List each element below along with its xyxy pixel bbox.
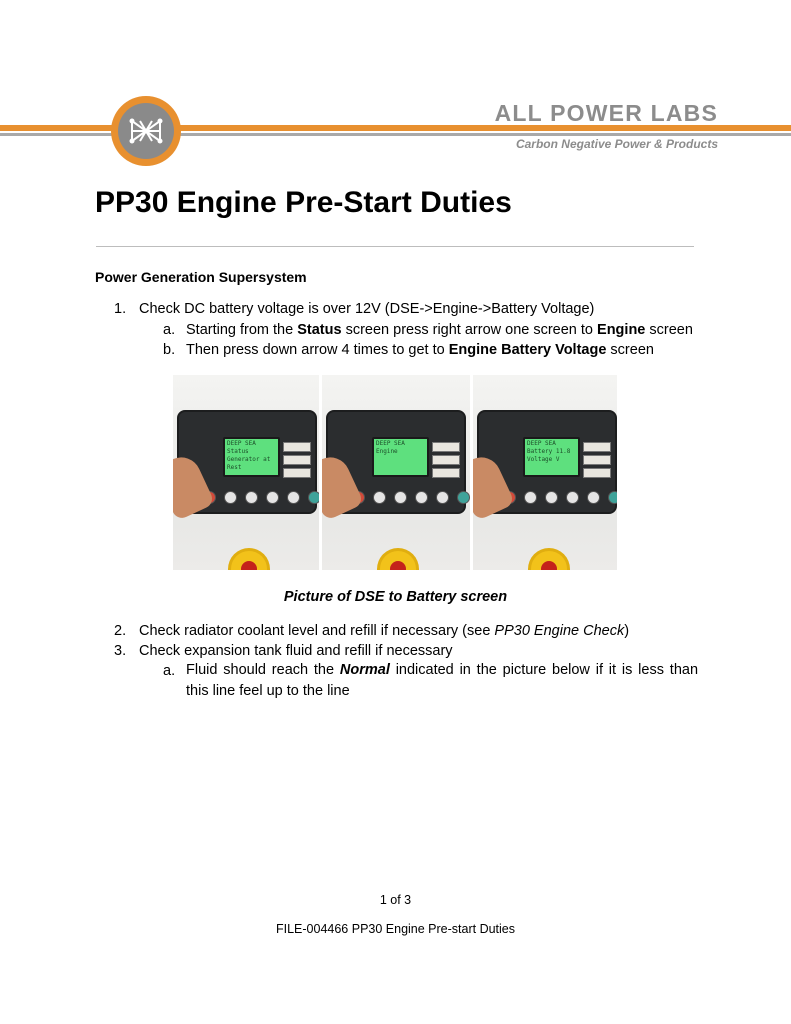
step-text: Check expansion tank fluid and refill if necessary <box>139 643 453 659</box>
dse-photo-status <box>173 375 319 570</box>
photo-caption: Picture of DSE to Battery screen <box>283 589 508 605</box>
emergency-stop-button <box>380 551 416 570</box>
substep-text: Fluid should reach the Normal indicated in the picture below if it is less than this line feel up to the line <box>186 662 699 699</box>
title-divider <box>96 246 694 247</box>
section-heading: Power Generation Supersystem <box>95 269 307 285</box>
substep-letter: a. <box>163 663 176 679</box>
substep-text: Then press down arrow 4 times to get to Engine Battery Voltage screen <box>186 342 654 358</box>
emergency-stop-button <box>531 551 567 570</box>
dse-lcd-screen: DEEP SEA Status Generator at Rest <box>223 437 280 477</box>
page-number: 1 of 3 <box>379 893 412 907</box>
substep-letter: b. <box>163 342 176 358</box>
step-text: Check radiator coolant level and refill if necessary (see PP30 Engine Check) <box>139 623 630 639</box>
dse-lcd-screen: DEEP SEA Engine <box>372 437 429 477</box>
step-number: 1. <box>114 301 127 317</box>
network-icon <box>126 111 166 151</box>
brand-tagline: Carbon Negative Power & Products <box>515 137 718 151</box>
brand-name: ALL POWER LABS <box>494 100 718 126</box>
dse-photo-engine <box>322 375 470 570</box>
substep-letter: a. <box>163 322 176 338</box>
file-identifier: FILE-004466 PP30 Engine Pre-start Duties <box>275 922 516 936</box>
page-title: PP30 Engine Pre-Start Duties <box>95 186 512 219</box>
step-number: 2. <box>114 623 127 639</box>
dse-lcd-screen: DEEP SEA Battery 11.8 Voltage V <box>523 437 580 477</box>
emergency-stop-button <box>231 551 267 570</box>
substep-text: Starting from the Status screen press right arrow one screen to Engine screen <box>186 322 693 338</box>
step-number: 3. <box>114 643 127 659</box>
step-text: Check DC battery voltage is over 12V (DSE->Engine->Battery Voltage) <box>139 301 595 317</box>
dse-photo-battery <box>473 375 617 570</box>
company-logo <box>111 96 181 166</box>
